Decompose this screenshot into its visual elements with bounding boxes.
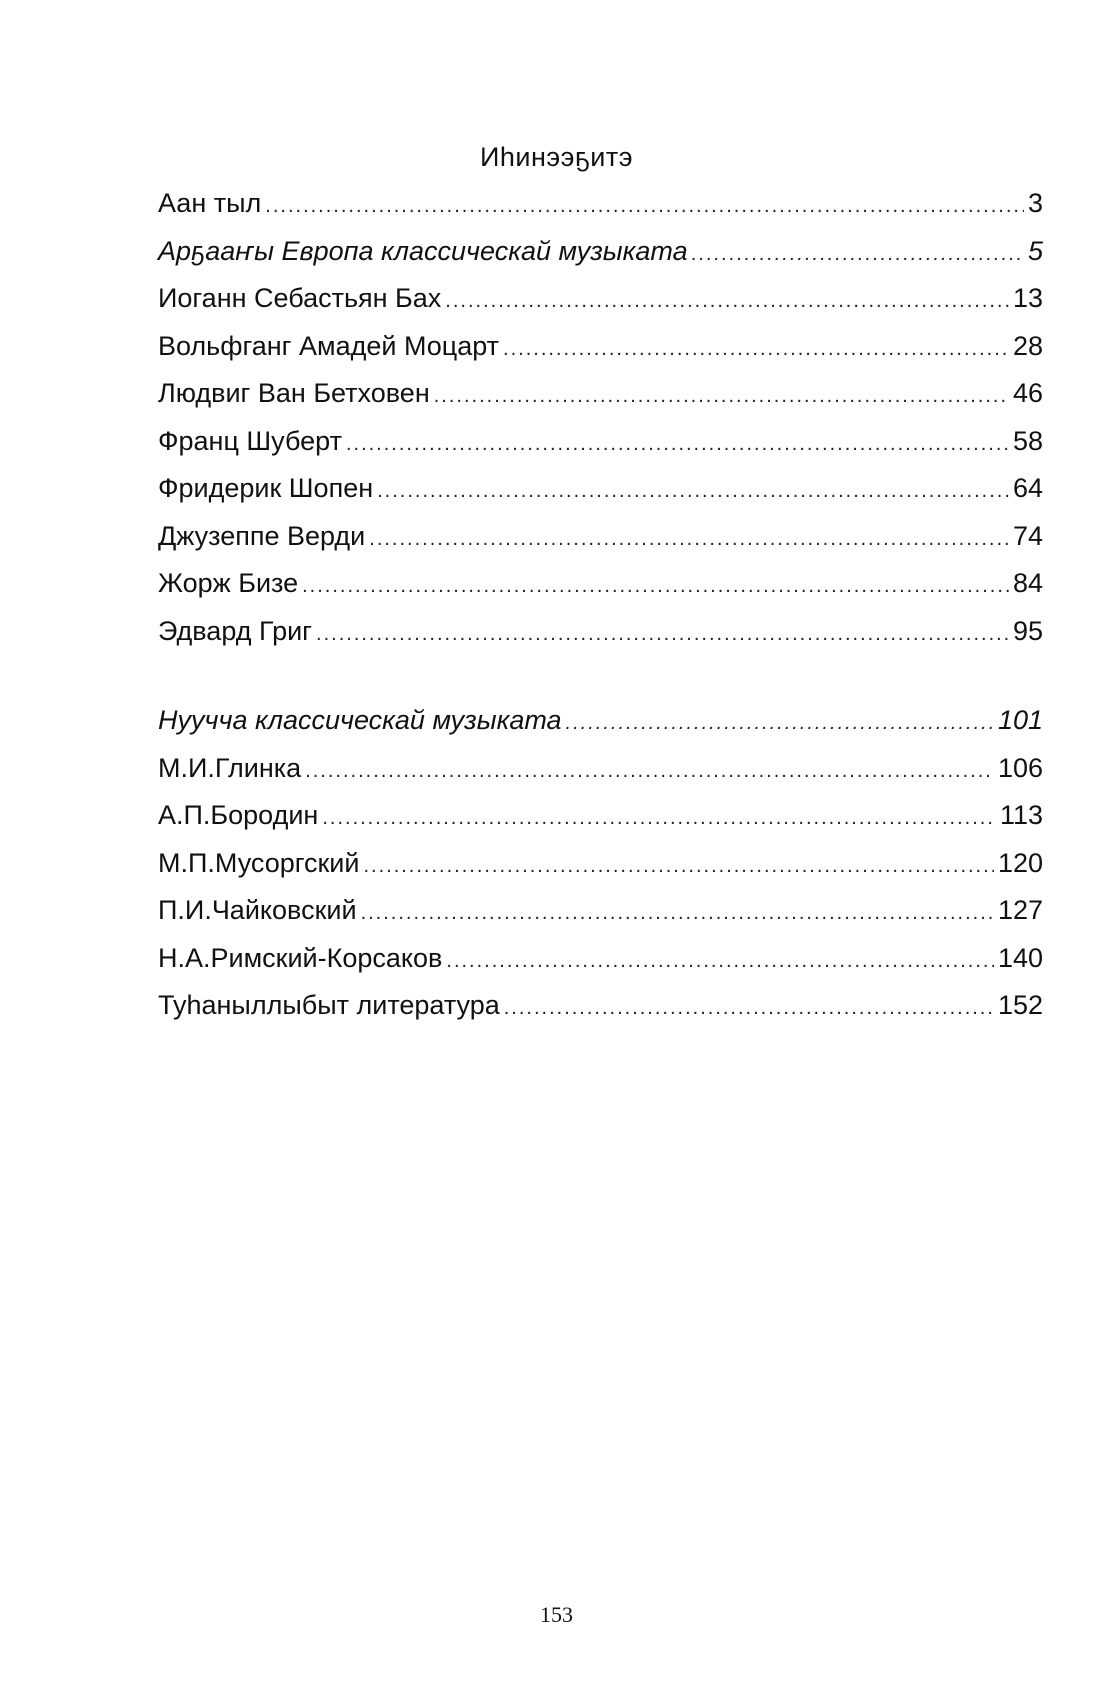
dot-leader xyxy=(377,480,1009,503)
toc-entry-page: 13 xyxy=(1012,283,1043,313)
dot-leader xyxy=(434,385,1009,408)
dot-leader xyxy=(445,290,1009,313)
toc-entry-page: 74 xyxy=(1012,520,1043,551)
toc-entry-label: А.П.Бородин xyxy=(158,800,319,830)
toc-entry-page: 64 xyxy=(1012,473,1043,503)
toc-entry-label: Вольфганг Амадей Моцарт xyxy=(158,330,500,361)
toc-entry-bizet[interactable] xyxy=(158,568,1043,616)
toc-section-western-europe[interactable] xyxy=(158,236,1043,284)
page-title: Иһинээҕитэ xyxy=(479,142,633,172)
toc-entry-label: Фридерик Шопен xyxy=(158,473,374,503)
dot-leader xyxy=(503,338,1009,361)
dot-leader xyxy=(316,623,1009,646)
toc-entry-label: Нуучча классическай музыката xyxy=(158,705,562,735)
dot-leader xyxy=(369,528,1009,551)
toc-entry-label: Джузеппе Верди xyxy=(158,520,366,551)
toc-entry-rimsky-korsakov[interactable] xyxy=(158,943,1043,991)
toc-entry-label: М.П.Мусоргский xyxy=(158,847,360,878)
toc-entry-chopin[interactable] xyxy=(158,473,1043,521)
toc-entry-page: 3 xyxy=(1027,188,1043,218)
toc-entry-label: Людвиг Ван Бетховен xyxy=(158,378,430,408)
page-number: 153 xyxy=(540,1602,573,1627)
toc-entry-grieg[interactable] xyxy=(158,616,1043,664)
toc-entry-page: 120 xyxy=(997,847,1043,878)
dot-leader xyxy=(305,760,994,783)
toc-entry-label: П.И.Чайковский xyxy=(158,895,357,925)
dot-leader xyxy=(446,950,994,973)
toc-entry-page: 113 xyxy=(999,800,1043,830)
dot-leader xyxy=(302,575,1009,598)
dot-leader xyxy=(361,902,994,925)
dot-leader xyxy=(322,807,996,830)
toc-entry-borodin[interactable] xyxy=(158,800,1043,848)
toc-entry-bibliography[interactable] xyxy=(158,990,1043,1038)
toc-entry-glinka[interactable] xyxy=(158,753,1043,801)
toc-entry-beethoven[interactable] xyxy=(158,378,1043,426)
toc-entry-label: Иоганн Себастьян Бах xyxy=(158,283,442,313)
toc-entry-label: Арҕааҥы Европа классическай музыката xyxy=(158,235,688,266)
toc-section-russian[interactable] xyxy=(158,705,1043,753)
toc-entry-label: Н.А.Римский-Корсаков xyxy=(158,942,443,973)
toc-entry-tchaikovsky[interactable] xyxy=(158,895,1043,943)
toc-entry-page: 106 xyxy=(997,752,1043,783)
dot-leader xyxy=(265,195,1024,218)
toc-entry-page: 5 xyxy=(1027,235,1043,266)
toc-entry-page: 58 xyxy=(1012,425,1043,456)
toc-entry-label: Жорж Бизе xyxy=(158,568,299,598)
toc-entry-page: 140 xyxy=(997,942,1043,973)
toc-entry-label: Туһаныллыбыт литература xyxy=(158,990,500,1020)
toc-entry-page: 101 xyxy=(997,705,1043,735)
table-of-contents xyxy=(158,188,1043,1038)
toc-entry-schubert[interactable] xyxy=(158,426,1043,474)
toc-entry-label: Франц Шуберт xyxy=(158,425,342,456)
dot-leader xyxy=(692,243,1024,266)
dot-leader xyxy=(566,712,994,735)
dot-leader xyxy=(504,997,994,1020)
toc-entry-page: 84 xyxy=(1012,568,1043,598)
dot-leader xyxy=(346,433,1009,456)
dot-leader xyxy=(363,855,993,878)
toc-entry-page: 152 xyxy=(997,990,1043,1020)
toc-entry-bach[interactable] xyxy=(158,283,1043,331)
toc-entry-label: Аан тыл xyxy=(158,188,262,218)
toc-entry-page: 46 xyxy=(1012,378,1043,408)
toc-entry-label: М.И.Глинка xyxy=(158,752,302,783)
toc-entry-verdi[interactable] xyxy=(158,521,1043,569)
toc-entry-label: Эдвард Григ xyxy=(158,615,313,646)
toc-entry-page: 95 xyxy=(1012,615,1043,646)
toc-entry-mussorgsky[interactable] xyxy=(158,848,1043,896)
toc-entry-page: 127 xyxy=(997,895,1043,925)
toc-entry-mozart[interactable] xyxy=(158,331,1043,379)
toc-entry-preface[interactable] xyxy=(158,188,1043,236)
toc-entry-page: 28 xyxy=(1012,330,1043,361)
